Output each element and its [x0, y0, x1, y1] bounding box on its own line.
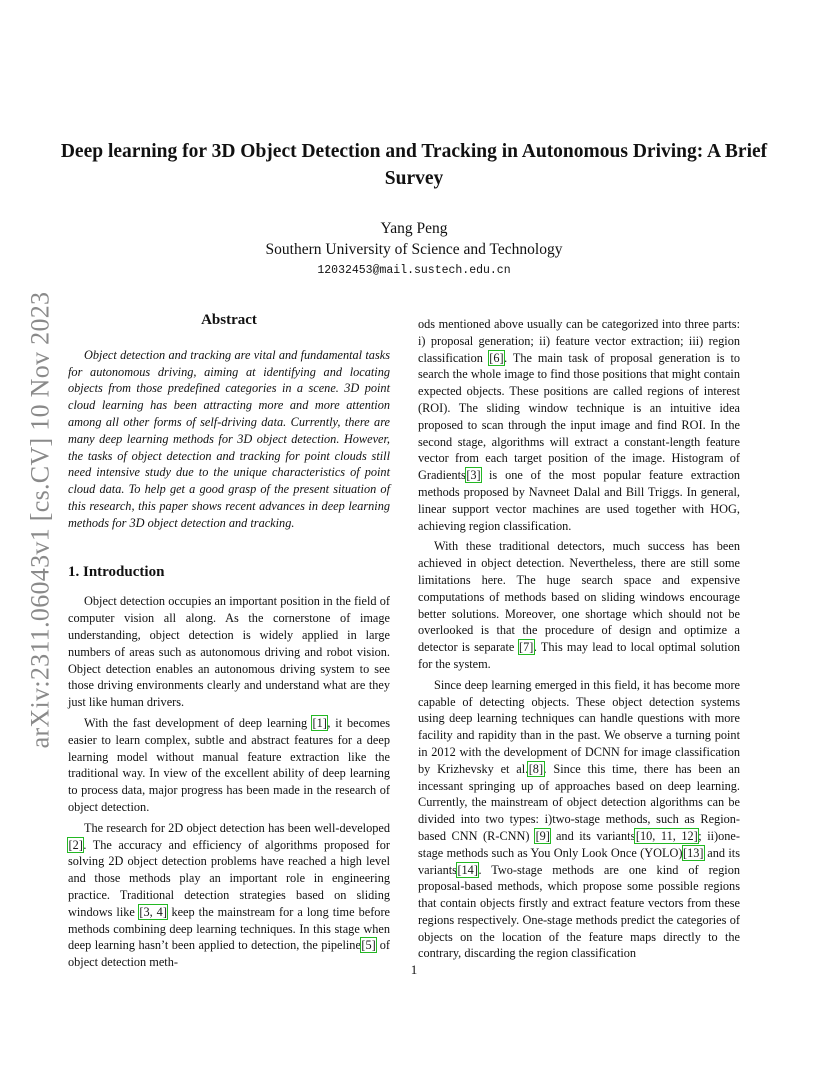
author-name: Yang Peng	[380, 220, 448, 237]
citation-link[interactable]: [14]	[457, 862, 478, 877]
left-column	[68, 312, 390, 975]
citation-link[interactable]: [13]	[683, 845, 704, 860]
citation-link[interactable]: [1]	[312, 715, 327, 730]
citation-link[interactable]: [5]	[361, 938, 376, 953]
right-column	[418, 316, 740, 966]
citation-link[interactable]: [3, 4]	[139, 904, 167, 919]
intro-paragraph-3: The research for 2D object detection has been well-developed [2]. The accuracy and efficiency of algorithms proposed for solving 2D object detection problems have reached a high level and those methods play an important role in engineering practice. Traditional detection strategies based on sliding windows like [3, 4] keep the mainstream for a long time before methods combining deep learning techniques. In this stage when deep learning hasn’t been applied to detection, the pipeline[5] of object detection meth-	[68, 820, 390, 970]
body-paragraph-traditional-detectors: With these traditional detectors, much success has been achieved in object detection. Nevertheless, there are still some limitations here. The huge search space and expensive computations of methods based on sliding windows encourage better solutions. Moreover, one shortage which should not be overlooked is that the procedure of design and optimize a detector is separate [7]. This may lead to local optimal solution for the system.	[418, 539, 740, 671]
arxiv-identifier: arXiv:2311.06043v1 [cs.CV] 10 Nov 2023	[25, 291, 55, 749]
author-block	[60, 218, 768, 280]
citation-link[interactable]: [3]	[466, 468, 481, 483]
citation-link[interactable]: [7]	[519, 640, 534, 655]
intro-paragraph-1: Object detection occupies an important position in the field of computer vision all along. As the cornerstone of image understanding, object detection is widely applied in large numbers of areas such as autonomous driving and robot vision. Object detection enables an autonomous driving system to see those driving environments clearly and understand what are they just like human drivers.	[68, 594, 390, 710]
body-paragraph-continued: ods mentioned above usually can be categorized into three parts: i) proposal generation; ii) feature vector extraction; iii) region classification [6]. The main task of proposal generation is to search the whole image to find those positions that might contain expected objects. These positions are called regions of interest (ROI). The sliding window technique is an intuitive idea proposed to scan through the input image and find ROI. In the second stage, algorithms will extract a constant-length feature vector from each target position of the image. Histogram of Gradients[3] is one of the most popular feature extraction methods proposed by Navneet Dalal and Bill Triggs. In general, linear support vector machines are used together with HOG, achieving region classification.	[418, 317, 741, 533]
citation-link[interactable]: [9]	[535, 828, 550, 843]
citation-link[interactable]: [2]	[68, 837, 83, 852]
author-affiliation: Southern University of Science and Technology	[265, 241, 563, 258]
author-email: 12032453@mail.sustech.edu.cn	[317, 264, 511, 277]
page-number: 1	[410, 962, 418, 977]
intro-paragraph-2: With the fast development of deep learning [1], it becomes easier to learn complex, subtle and abstract features for a deep learning model without manual feature extraction like the traditional way. In view of the excellent ability of deep learning to process data, major progress has been made in the research of object detection.	[68, 715, 391, 814]
citation-link[interactable]: [10, 11, 12]	[635, 828, 698, 843]
citation-link[interactable]: [8]	[528, 761, 544, 776]
citation-link[interactable]: [6]	[489, 350, 504, 365]
arxiv-identifier-sidebar	[20, 280, 60, 760]
abstract-heading: Abstract	[201, 312, 257, 328]
section-heading-introduction: 1. Introduction	[68, 563, 165, 580]
paper-title: Deep learning for 3D Object Detection and Tracking in Autonomous Driving: A Brief Survey	[60, 141, 768, 189]
body-paragraph-deep-learning: Since deep learning emerged in this field, it has become more capable of detecting objects. These object detection systems using deep learning techniques can handle questions with more facility and rapidity than in the past. We observe a turning point in 2012 with the development of DCNN for image classification by Krizhevsky et al.[8]. Since this time, there has been an incessant springing up of approaches based on deep learning. Currently, the mainstream of object detection algorithms can be divided into two types: i)two-stage methods, such as Region-based CNN (R-CNN) [9] and its variants[10, 11, 12]; ii)one-stage methods such as You Only Look Once (YOLO)[13] and its variants[14]. Two-stage methods are one kind of region proposal-based methods, which propose some possible regions that contain objects firstly and extract feature vectors from these regions respectively. One-stage methods predict the categories of objects on the location of the feature maps directly to the contrary, discarding the region classification	[418, 677, 740, 961]
abstract-text: Object detection and tracking are vital and fundamental tasks for autonomous driving, aiming at identifying and locating objects from those predefined categories in a scene. 3D point cloud learning has been attracting more and more attention among all other forms of self-driving data. Currently, there are many deep learning methods for 3D object detection. However, the tasks of object detection and tracking for point clouds still need intensive study due to the unique characteristics of point cloud data. To help get a good grasp of the present situation of this research, this paper shows recent advances in deep learning methods for 3D object detection and tracking.	[68, 347, 390, 530]
